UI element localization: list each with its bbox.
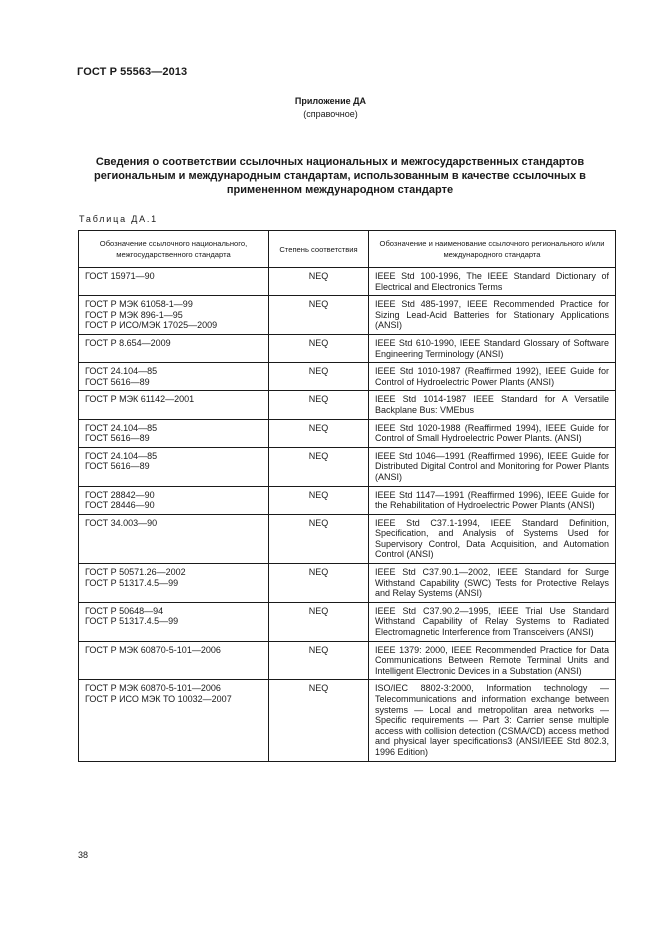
correspondence-table [78,230,616,762]
degree-cell: NEQ [269,391,369,419]
table-row [79,268,616,296]
table-row [79,334,616,362]
national-standard-cell: ГОСТ 24.104—85 ГОСТ 5616—89 [79,363,269,391]
international-standard-cell: IEEE Std 1020-1988 (Reaffirmed 1994), IEEE Guide for Control of Small Hydroelectric Power Plants. (ANSI) [369,419,616,447]
degree-cell: NEQ [269,334,369,362]
international-standard-cell: IEEE Std C37.90.1—2002, IEEE Standard for Surge Withstand Capability (SWC) Tests for Protective Relays and Relay Systems (ANSI) [369,564,616,603]
degree-cell: NEQ [269,363,369,391]
table-row [79,486,616,514]
table-header-row [79,231,616,268]
international-standard-cell: IEEE Std 1014-1987 IEEE Standard for A Versatile Backplane Bus: VMEbus [369,391,616,419]
international-standard-cell: IEEE Std 1147—1991 (Reaffirmed 1996), IEEE Guide for the Rehabilitation of Hydroelectric Power Plants (ANSI) [369,486,616,514]
national-standard-cell: ГОСТ Р 8.654—2009 [79,334,269,362]
international-standard-cell: IEEE Std 100-1996, The IEEE Standard Dictionary of Electrical and Electronics Terms [369,268,616,296]
degree-cell: NEQ [269,419,369,447]
degree-cell: NEQ [269,296,369,335]
table-caption: Таблица ДА.1 [79,214,158,224]
international-standard-cell: IEEE 1379: 2000, IEEE Recommended Practice for Data Communications Between Remote Terminal Units and Intelligent Electronic Devices in a Substation (ANSI) [369,641,616,680]
table-row [79,447,616,486]
national-standard-cell: ГОСТ Р МЭК 60870-5-101—2006 ГОСТ Р ИСО МЭК ТО 10032—2007 [79,680,269,761]
international-standard-cell: IEEE Std C37.1-1994, IEEE Standard Definition, Specification, and Analysis of Systems Used for Supervisory Control, Data Acquisition, and Automation Control (ANSI) [369,514,616,563]
national-standard-cell: ГОСТ Р 50571.26—2002 ГОСТ Р 51317.4.5—99 [79,564,269,603]
international-standard-cell: IEEE Std 1010-1987 (Reaffirmed 1992), IEEE Guide for Control of Hydroelectric Power Plants (ANSI) [369,363,616,391]
degree-cell: NEQ [269,602,369,641]
international-standard-cell: IEEE Std C37.90.2—1995, IEEE Trial Use Standard Withstand Capability of Relay Systems to Radiated Electromagnetic Interference from Transceivers (ANSI) [369,602,616,641]
national-standard-cell: ГОСТ Р 50648—94 ГОСТ Р 51317.4.5—99 [79,602,269,641]
table-row [79,419,616,447]
degree-cell: NEQ [269,514,369,563]
national-standard-cell: ГОСТ 24.104—85 ГОСТ 5616—89 [79,419,269,447]
table-row [79,680,616,761]
section-heading: Сведения о соответствии ссылочных национальных и межгосударственных стандартов региональным и международным стандартам, использованным в качестве ссылочных в примененном международном стандарте [94,156,586,196]
international-standard-cell: IEEE Std 485-1997, IEEE Recommended Practice for Sizing Lead-Acid Batteries for Stationary Applications (ANSI) [369,296,616,335]
national-standard-cell: ГОСТ 28842—90 ГОСТ 28446—90 [79,486,269,514]
annex-title: Приложение ДА [294,96,367,106]
degree-cell: NEQ [269,486,369,514]
annex-subtitle: (справочное) [303,109,358,119]
table-row [79,564,616,603]
column-header-international: Обозначение и наименование ссылочного регионального и/или международного стандарта [369,231,616,268]
international-standard-cell: ISO/IEC 8802-3:2000, Information technology — Telecommunications and information exchange between systems — Local and metropolitan area networks — Specific requirements — Part 3: Carrier sense multiple access with collision detection (CSMA/CD) access method and physical layer specifications3 (ANSI/IEEE Std 802.3, 1996 Edition) [369,680,616,761]
degree-cell: NEQ [269,641,369,680]
degree-cell: NEQ [269,680,369,761]
table-row [79,514,616,563]
column-header-degree: Степень соответствия [269,231,369,268]
document-id: ГОСТ Р 55563—2013 [77,66,188,78]
table-row [79,602,616,641]
national-standard-cell: ГОСТ Р МЭК 60870-5-101—2006 [79,641,269,680]
degree-cell: NEQ [269,268,369,296]
degree-cell: NEQ [269,564,369,603]
table-row [79,641,616,680]
degree-cell: NEQ [269,447,369,486]
international-standard-cell: IEEE Std 1046—1991 (Reaffirmed 1996), IEEE Guide for Distributed Digital Control and Monitoring for Power Plants (ANSI) [369,447,616,486]
table-row [79,296,616,335]
table-row [79,363,616,391]
page-number: 38 [78,850,89,860]
national-standard-cell: ГОСТ Р МЭК 61142—2001 [79,391,269,419]
national-standard-cell: ГОСТ 34.003—90 [79,514,269,563]
national-standard-cell: ГОСТ 24.104—85 ГОСТ 5616—89 [79,447,269,486]
international-standard-cell: IEEE Std 610-1990, IEEE Standard Glossary of Software Engineering Terminology (ANSI) [369,334,616,362]
national-standard-cell: ГОСТ 15971—90 [79,268,269,296]
column-header-national: Обозначение ссылочного национального, межгосударственного стандарта [79,231,269,268]
national-standard-cell: ГОСТ Р МЭК 61058-1—99 ГОСТ Р МЭК 896-1—95 ГОСТ Р ИСО/МЭК 17025—2009 [79,296,269,335]
table-row [79,391,616,419]
